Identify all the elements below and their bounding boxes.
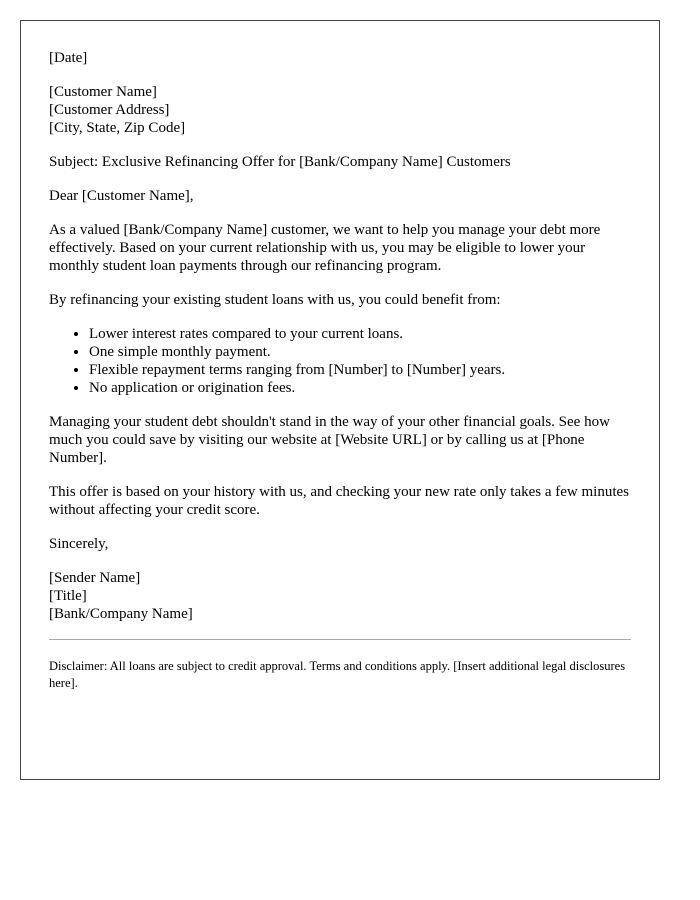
- signature-block: [49, 569, 631, 623]
- benefits-intro-paragraph: By refinancing your existing student loans with us, you could benefit from:: [49, 292, 501, 308]
- benefit-item: • Lower interest rates compared to your current loans.: [89, 325, 631, 343]
- sender-title: [Title]: [49, 588, 87, 604]
- letter-date: [Date]: [49, 50, 88, 66]
- letter-salutation: Dear [Customer Name],: [49, 188, 194, 204]
- benefit-item: • One simple monthly payment.: [89, 343, 631, 361]
- offer-details-paragraph: This offer is based on your history with us, and checking your new rate only takes a few minutes without affecting your credit score.: [49, 484, 630, 518]
- recipient-address-block: [49, 83, 631, 137]
- disclaimer-divider: [49, 639, 631, 640]
- benefits-list: [49, 325, 631, 397]
- sender-name: [Sender Name]: [49, 570, 141, 586]
- letter-signoff: Sincerely,: [49, 536, 109, 552]
- recipient-name: [Customer Name]: [49, 84, 157, 100]
- recipient-address: [Customer Address]: [49, 102, 170, 118]
- benefit-item: • No application or origination fees.: [89, 379, 631, 397]
- call-to-action-paragraph: Managing your student debt shouldn't stand in the way of your other financial goals. See how much you could save by visiting our website at [Website URL] or by calling us at [Phone Number].: [49, 414, 610, 466]
- benefit-item: • Flexible repayment terms ranging from [Number] to [Number] years.: [89, 361, 631, 379]
- letter-subject: Subject: Exclusive Refinancing Offer for [Bank/Company Name] Customers: [49, 154, 511, 170]
- letter-page: [20, 20, 660, 780]
- disclaimer-text: Disclaimer: All loans are subject to credit approval. Terms and conditions apply. [Insert additional legal disclosures here].: [49, 659, 626, 690]
- sender-company: [Bank/Company Name]: [49, 606, 193, 622]
- intro-paragraph: As a valued [Bank/Company Name] customer, we want to help you manage your debt more effectively. Based on your current relationship with us, you may be eligible to lower your monthly student loan payments through our refinancing program.: [49, 222, 601, 274]
- recipient-city-state-zip: [City, State, Zip Code]: [49, 120, 186, 136]
